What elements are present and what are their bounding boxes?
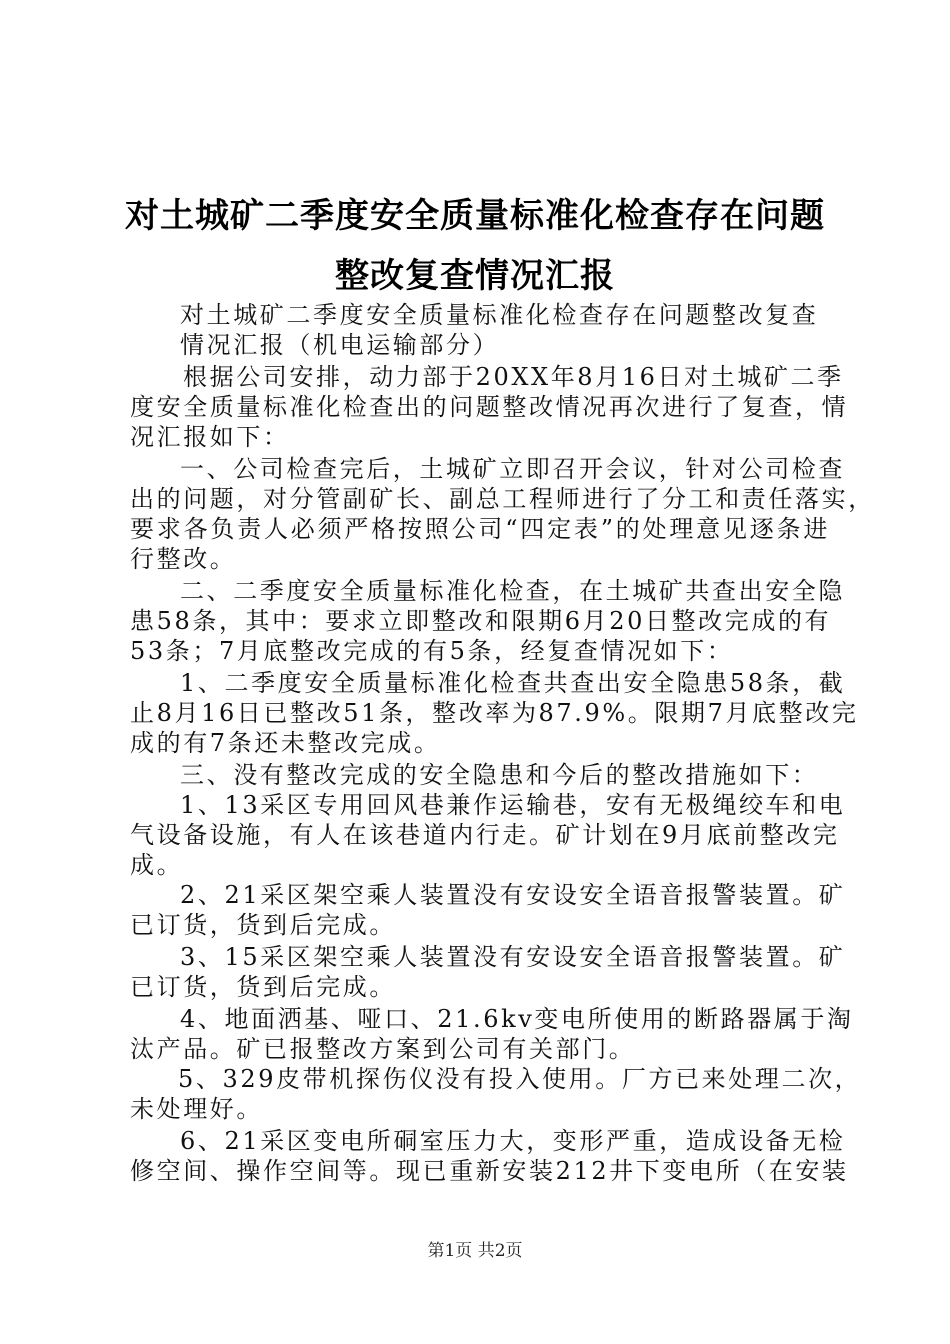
text-line: 患58条，其中：要求立即整改和限期6月20日整改完成的有 <box>130 607 832 635</box>
text-line: 对土城矿二季度安全质量标准化检查存在问题整改复查 <box>180 301 819 329</box>
text-line: 止8月16日已整改51条，整改率为87.9%。限期7月底整改完 <box>130 699 859 727</box>
text-line: 已订货，货到后完成。 <box>130 973 396 1001</box>
text-line: 三、没有整改完成的安全隐患和今后的整改措施如下： <box>180 761 819 789</box>
page-number: 第1页 共2页 <box>427 1241 523 1261</box>
text-line: 已订货，货到后完成。 <box>130 911 396 939</box>
text-line: 二、二季度安全质量标准化检查，在土城矿共查出安全隐 <box>180 577 845 605</box>
document-title-line-1: 对土城矿二季度安全质量标准化检查存在问题 <box>125 196 825 236</box>
text-line: 1、二季度安全质量标准化检查共查出安全隐患58条，截 <box>180 669 846 697</box>
text-line: 6、21采区变电所硐室压力大，变形严重，造成设备无检 <box>180 1127 846 1155</box>
text-line: 5、329皮带机探伤仪没有投入使用。厂方已来处理二次， <box>178 1065 862 1093</box>
text-line: 况汇报如下： <box>130 423 290 451</box>
text-line: 根据公司安排，动力部于20XX年8月16日对土城矿二季 <box>183 363 844 391</box>
text-line: 汰产品。矿已报整改方案到公司有关部门。 <box>130 1035 636 1063</box>
text-line: 3、15采区架空乘人装置没有安设安全语音报警装置。矿 <box>180 943 846 971</box>
text-line: 4、地面洒基、哑口、21.6kv变电所使用的断路器属于淘 <box>180 1005 854 1033</box>
text-line: 修空间、操作空间等。现已重新安装212井下变电所（在安装 <box>130 1157 849 1185</box>
text-line: 2、21采区架空乘人装置没有安设安全语音报警装置。矿 <box>180 881 846 909</box>
document-title-line-2: 整改复查情况汇报 <box>335 256 615 296</box>
text-line: 53条；7月底整改完成的有5条，经复查情况如下： <box>130 637 734 665</box>
text-line: 要求各负责人必须严格按照公司“四定表”的处理意见逐条进 <box>130 515 830 543</box>
text-line: 气设备设施，有人在该巷道内行走。矿计划在9月底前整改完 <box>130 821 840 849</box>
text-line: 度安全质量标准化检查出的问题整改情况再次进行了复查，情 <box>130 393 849 421</box>
text-line: 情况汇报（机电运输部分） <box>180 331 500 359</box>
text-line: 成的有7条还未整改完成。 <box>130 729 441 757</box>
text-line: 未处理好。 <box>130 1095 263 1123</box>
text-line: 行整改。 <box>130 545 237 573</box>
text-line: 成。 <box>130 851 184 879</box>
text-line: 1、13采区专用回风巷兼作运输巷，安有无极绳绞车和电 <box>180 791 846 819</box>
text-line: 一、公司检查完后，土城矿立即召开会议，针对公司检查 <box>180 455 845 483</box>
text-line: 出的问题，对分管副矿长、副总工程师进行了分工和责任落实， <box>130 485 875 513</box>
